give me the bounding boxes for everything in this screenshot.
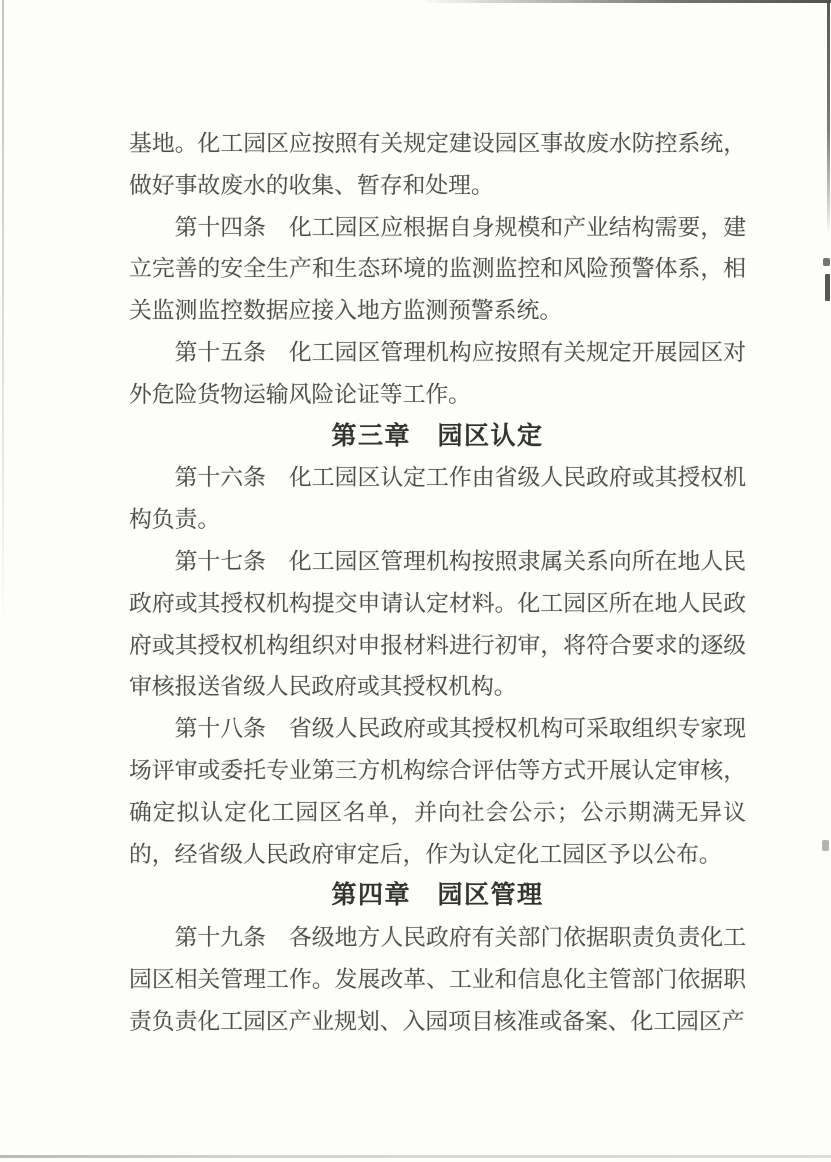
chapter-heading-3: 第三章 园区认定 (331, 421, 544, 450)
scan-mark-right-upper (823, 258, 830, 266)
paragraph-article-16: 第十六条 化工园区认定工作由省级人民政府或其授权机构负责。 (129, 465, 746, 533)
scan-edge-left-line (2, 0, 4, 630)
paragraph-article-15: 第十五条 化工园区管理机构应按照有关规定开展园区对外危险货物运输风险论证等工作。 (129, 339, 746, 407)
scan-mark-right-lower (822, 840, 829, 851)
scan-mark-right-bar (825, 274, 830, 301)
scan-edge-top-right-line (420, 0, 831, 3)
scan-edge-right-line (827, 2, 830, 234)
paragraph-article-14: 第十四条 化工园区应根据自身规模和产业结构需要，建立完善的安全生产和生态环境的监测监控和风险预警体系，相关监测监控数据应接入地方监测预警系统。 (129, 214, 746, 324)
chapter-heading-4: 第四章 园区管理 (331, 881, 544, 910)
scan-edge-bottom-line (0, 1155, 831, 1158)
paragraph-article-18: 第十八条 省级人民政府或其授权机构可采取组织专家现场评审或委托专业第三方机构综合评估等方式开展认定审核，确定拟认定化工园区名单，并向社会公示；公示期满无异议的，经省级人民政府审定后，作为认定化工园区予以公布。 (129, 716, 746, 867)
paragraph-article-19: 第十九条 各级地方人民政府有关部门依据职责负责化工园区相关管理工作。发展改革、工业和信息化主管部门依据职责负责化工园区产业规划、入园项目核准或备案、化工园区产 (129, 925, 746, 1034)
paragraph-continuation: 基地。化工园区应按照有关规定建设园区事故废水防控系统，做好事故废水的收集、暂存和处理。 (129, 131, 746, 198)
document-body (129, 123, 746, 1043)
paragraph-article-17: 第十七条 化工园区管理机构按照隶属关系向所在地人民政府或其授权机构提交申请认定材料。化工园区所在地人民政府或其授权机构组织对申报材料进行初审，将符合要求的逐级审核报送省级人民政府或其授权机构。 (129, 548, 746, 700)
